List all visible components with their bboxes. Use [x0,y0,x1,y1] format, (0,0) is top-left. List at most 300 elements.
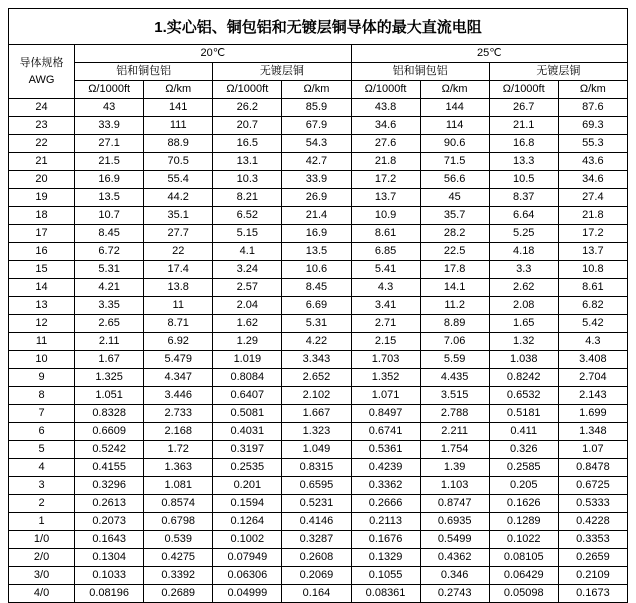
cell-resistance: 0.1304 [75,549,144,567]
cell-resistance: 0.2585 [489,459,558,477]
cell-resistance: 0.8574 [144,495,213,513]
cell-resistance: 6.72 [75,243,144,261]
cell-resistance: 0.8497 [351,405,420,423]
cell-resistance: 28.2 [420,225,489,243]
cell-resistance: 0.05098 [489,585,558,603]
cell-resistance: 8.61 [351,225,420,243]
cell-resistance: 0.1626 [489,495,558,513]
cell-resistance: 8.45 [282,279,351,297]
cell-resistance: 21.8 [351,153,420,171]
cell-awg-size: 20 [9,171,75,189]
table-row [9,441,628,459]
cell-resistance: 4.3 [351,279,420,297]
cell-resistance: 4.435 [420,369,489,387]
cell-resistance: 0.2113 [351,513,420,531]
cell-resistance: 0.5081 [213,405,282,423]
table-row [9,207,628,225]
page-title: 1.实心铝、铜包铝和无镀层铜导体的最大直流电阻 [154,19,482,36]
cell-resistance: 44.2 [144,189,213,207]
cell-resistance: 0.4146 [282,513,351,531]
cell-resistance: 3.24 [213,261,282,279]
cell-awg-size: 12 [9,315,75,333]
cell-resistance: 1.352 [351,369,420,387]
cell-resistance: 0.5242 [75,441,144,459]
cell-awg-size: 18 [9,207,75,225]
cell-resistance: 7.06 [420,333,489,351]
cell-resistance: 13.7 [351,189,420,207]
header-unit-8: Ω/km [558,81,627,99]
table-row [9,279,628,297]
cell-resistance: 35.1 [144,207,213,225]
cell-resistance: 6.52 [213,207,282,225]
table-row [9,153,628,171]
cell-resistance: 8.21 [213,189,282,207]
cell-resistance: 0.164 [282,585,351,603]
cell-resistance: 0.539 [144,531,213,549]
cell-resistance: 0.5361 [351,441,420,459]
cell-awg-size: 4 [9,459,75,477]
cell-awg-size: 10 [9,351,75,369]
table-row [9,261,628,279]
cell-resistance: 1.65 [489,315,558,333]
cell-resistance: 1.348 [558,423,627,441]
table-row [9,549,628,567]
cell-resistance: 4.3 [558,333,627,351]
table-row [9,423,628,441]
cell-resistance: 43.6 [558,153,627,171]
cell-resistance: 0.2608 [282,549,351,567]
cell-resistance: 0.06429 [489,567,558,585]
cell-resistance: 0.3296 [75,477,144,495]
table-row [9,171,628,189]
header-unit-4: Ω/km [282,81,351,99]
cell-resistance: 1.39 [420,459,489,477]
cell-resistance: 1.363 [144,459,213,477]
corner-header-line2: AWG [28,73,55,86]
cell-resistance: 6.64 [489,207,558,225]
cell-resistance: 87.6 [558,99,627,117]
cell-awg-size: 23 [9,117,75,135]
cell-resistance: 144 [420,99,489,117]
cell-resistance: 0.5231 [282,495,351,513]
cell-resistance: 0.6595 [282,477,351,495]
cell-resistance: 0.4362 [420,549,489,567]
table-row [9,387,628,405]
cell-resistance: 0.1022 [489,531,558,549]
cell-resistance: 0.1676 [351,531,420,549]
cell-resistance: 85.9 [282,99,351,117]
table-row [9,333,628,351]
table-row [9,99,628,117]
cell-awg-size: 15 [9,261,75,279]
cell-resistance: 43.8 [351,99,420,117]
table-row [9,495,628,513]
cell-resistance: 114 [420,117,489,135]
cell-resistance: 3.41 [351,297,420,315]
header-unit-6: Ω/km [420,81,489,99]
cell-resistance: 5.41 [351,261,420,279]
header-temp-25c: 25℃ [351,45,628,63]
cell-resistance: 10.7 [75,207,144,225]
cell-resistance: 54.3 [282,135,351,153]
cell-resistance: 0.6935 [420,513,489,531]
cell-resistance: 6.92 [144,333,213,351]
cell-resistance: 0.5181 [489,405,558,423]
table-body [9,99,628,603]
cell-awg-size: 24 [9,99,75,117]
cell-resistance: 43 [75,99,144,117]
table-row [9,315,628,333]
cell-resistance: 33.9 [282,171,351,189]
cell-resistance: 88.9 [144,135,213,153]
table-row [9,531,628,549]
cell-resistance: 0.4031 [213,423,282,441]
cell-resistance: 33.9 [75,117,144,135]
header-row-material [9,63,628,81]
cell-resistance: 3.343 [282,351,351,369]
cell-resistance: 1.703 [351,351,420,369]
cell-resistance: 2.652 [282,369,351,387]
cell-resistance: 0.1002 [213,531,282,549]
cell-resistance: 0.2689 [144,585,213,603]
cell-resistance: 2.71 [351,315,420,333]
cell-resistance: 0.3353 [558,531,627,549]
cell-resistance: 17.4 [144,261,213,279]
table-row [9,189,628,207]
cell-resistance: 42.7 [282,153,351,171]
cell-resistance: 2.704 [558,369,627,387]
cell-resistance: 21.1 [489,117,558,135]
cell-resistance: 0.2666 [351,495,420,513]
cell-awg-size: 13 [9,297,75,315]
cell-resistance: 2.211 [420,423,489,441]
cell-awg-size: 16 [9,243,75,261]
cell-resistance: 21.8 [558,207,627,225]
table-row [9,135,628,153]
cell-resistance: 0.8084 [213,369,282,387]
cell-resistance: 0.2073 [75,513,144,531]
cell-resistance: 0.6725 [558,477,627,495]
cell-resistance: 2.57 [213,279,282,297]
cell-resistance: 35.7 [420,207,489,225]
header-row-temperature [9,45,628,63]
cell-resistance: 0.2743 [420,585,489,603]
cell-resistance: 1.019 [213,351,282,369]
cell-resistance: 2.168 [144,423,213,441]
cell-awg-size: 11 [9,333,75,351]
cell-resistance: 3.35 [75,297,144,315]
cell-resistance: 17.8 [420,261,489,279]
cell-resistance: 0.2069 [282,567,351,585]
cell-resistance: 34.6 [558,171,627,189]
cell-resistance: 21.4 [282,207,351,225]
cell-resistance: 0.4228 [558,513,627,531]
document-page [0,8,636,601]
cell-resistance: 10.9 [351,207,420,225]
header-row-units [9,81,628,99]
cell-resistance: 55.3 [558,135,627,153]
cell-resistance: 17.2 [558,225,627,243]
cell-awg-size: 2 [9,495,75,513]
header-unit-1: Ω/1000ft [75,81,144,99]
cell-resistance: 141 [144,99,213,117]
cell-resistance: 5.479 [144,351,213,369]
cell-resistance: 90.6 [420,135,489,153]
cell-resistance: 0.4155 [75,459,144,477]
cell-resistance: 13.7 [558,243,627,261]
cell-resistance: 20.7 [213,117,282,135]
cell-resistance: 3.515 [420,387,489,405]
cell-awg-size: 14 [9,279,75,297]
cell-resistance: 27.7 [144,225,213,243]
cell-resistance: 13.5 [282,243,351,261]
table-row [9,243,628,261]
corner-header-line1: 导体规格 [19,56,64,69]
cell-resistance: 11.2 [420,297,489,315]
table-row [9,513,628,531]
cell-resistance: 5.59 [420,351,489,369]
cell-resistance: 0.06306 [213,567,282,585]
header-material-alu-cca-20c: 铝和铜包铝 [75,63,213,81]
cell-resistance: 0.8242 [489,369,558,387]
cell-resistance: 0.08361 [351,585,420,603]
cell-resistance: 0.1594 [213,495,282,513]
header-unit-3: Ω/1000ft [213,81,282,99]
cell-resistance: 4.22 [282,333,351,351]
cell-resistance: 0.3287 [282,531,351,549]
cell-resistance: 0.3197 [213,441,282,459]
table-head [9,45,628,99]
cell-awg-size: 17 [9,225,75,243]
cell-resistance: 0.1673 [558,585,627,603]
cell-resistance: 1.32 [489,333,558,351]
cell-resistance: 0.205 [489,477,558,495]
cell-resistance: 13.5 [75,189,144,207]
cell-resistance: 1.07 [558,441,627,459]
cell-resistance: 0.6609 [75,423,144,441]
cell-resistance: 0.2535 [213,459,282,477]
cell-resistance: 8.45 [75,225,144,243]
cell-resistance: 6.85 [351,243,420,261]
cell-resistance: 1.071 [351,387,420,405]
cell-resistance: 5.42 [558,315,627,333]
table-row [9,225,628,243]
cell-resistance: 34.6 [351,117,420,135]
cell-resistance: 0.4275 [144,549,213,567]
cell-resistance: 8.61 [558,279,627,297]
cell-resistance: 1.62 [213,315,282,333]
cell-resistance: 0.2613 [75,495,144,513]
cell-resistance: 0.1643 [75,531,144,549]
cell-resistance: 0.2659 [558,549,627,567]
cell-resistance: 6.69 [282,297,351,315]
cell-resistance: 26.2 [213,99,282,117]
cell-resistance: 1.72 [144,441,213,459]
cell-resistance: 10.3 [213,171,282,189]
cell-awg-size: 1/0 [9,531,75,549]
cell-resistance: 0.326 [489,441,558,459]
cell-resistance: 70.5 [144,153,213,171]
cell-resistance: 0.07949 [213,549,282,567]
cell-resistance: 4.347 [144,369,213,387]
cell-resistance: 0.6741 [351,423,420,441]
cell-resistance: 13.3 [489,153,558,171]
cell-resistance: 0.1289 [489,513,558,531]
cell-resistance: 0.1055 [351,567,420,585]
cell-resistance: 10.6 [282,261,351,279]
cell-awg-size: 7 [9,405,75,423]
cell-resistance: 0.1329 [351,549,420,567]
cell-resistance: 5.31 [282,315,351,333]
cell-resistance: 0.6407 [213,387,282,405]
cell-resistance: 4.18 [489,243,558,261]
cell-resistance: 4.21 [75,279,144,297]
cell-resistance: 2.15 [351,333,420,351]
table-row [9,117,628,135]
cell-awg-size: 4/0 [9,585,75,603]
cell-awg-size: 2/0 [9,549,75,567]
cell-resistance: 1.323 [282,423,351,441]
cell-resistance: 26.9 [282,189,351,207]
cell-resistance: 27.6 [351,135,420,153]
cell-resistance: 2.08 [489,297,558,315]
cell-resistance: 45 [420,189,489,207]
table-row [9,567,628,585]
cell-resistance: 111 [144,117,213,135]
cell-awg-size: 8 [9,387,75,405]
header-temp-20c: 20℃ [75,45,351,63]
cell-resistance: 2.788 [420,405,489,423]
cell-resistance: 1.325 [75,369,144,387]
cell-resistance: 22.5 [420,243,489,261]
cell-resistance: 0.201 [213,477,282,495]
cell-resistance: 0.6532 [489,387,558,405]
cell-resistance: 17.2 [351,171,420,189]
table-row [9,459,628,477]
cell-resistance: 1.103 [420,477,489,495]
cell-resistance: 69.3 [558,117,627,135]
table-row [9,369,628,387]
cell-resistance: 6.82 [558,297,627,315]
header-material-alu-cca-25c: 铝和铜包铝 [351,63,489,81]
cell-resistance: 1.038 [489,351,558,369]
cell-resistance: 8.71 [144,315,213,333]
cell-resistance: 10.8 [558,261,627,279]
cell-resistance: 2.65 [75,315,144,333]
cell-resistance: 2.102 [282,387,351,405]
table-row [9,297,628,315]
cell-resistance: 1.29 [213,333,282,351]
cell-resistance: 0.08196 [75,585,144,603]
cell-resistance: 21.5 [75,153,144,171]
cell-resistance: 0.5333 [558,495,627,513]
cell-resistance: 55.4 [144,171,213,189]
cell-resistance: 2.733 [144,405,213,423]
corner-header [9,45,75,99]
table-row [9,585,628,603]
cell-resistance: 16.8 [489,135,558,153]
cell-resistance: 0.8747 [420,495,489,513]
cell-awg-size: 19 [9,189,75,207]
cell-resistance: 1.667 [282,405,351,423]
cell-resistance: 0.346 [420,567,489,585]
cell-resistance: 0.411 [489,423,558,441]
header-material-bare-copper-20c: 无镀层铜 [213,63,351,81]
cell-resistance: 2.62 [489,279,558,297]
cell-resistance: 0.3362 [351,477,420,495]
cell-resistance: 14.1 [420,279,489,297]
cell-resistance: 8.37 [489,189,558,207]
cell-resistance: 27.4 [558,189,627,207]
cell-resistance: 0.04999 [213,585,282,603]
cell-awg-size: 9 [9,369,75,387]
table-row [9,351,628,369]
cell-resistance: 0.3392 [144,567,213,585]
cell-awg-size: 21 [9,153,75,171]
cell-resistance: 56.6 [420,171,489,189]
cell-awg-size: 22 [9,135,75,153]
cell-resistance: 3.408 [558,351,627,369]
cell-resistance: 13.1 [213,153,282,171]
cell-awg-size: 3 [9,477,75,495]
cell-resistance: 5.25 [489,225,558,243]
cell-resistance: 71.5 [420,153,489,171]
cell-resistance: 26.7 [489,99,558,117]
cell-resistance: 67.9 [282,117,351,135]
cell-resistance: 22 [144,243,213,261]
cell-resistance: 2.143 [558,387,627,405]
cell-awg-size: 5 [9,441,75,459]
cell-resistance: 0.8315 [282,459,351,477]
cell-resistance: 1.081 [144,477,213,495]
cell-resistance: 4.1 [213,243,282,261]
cell-resistance: 1.051 [75,387,144,405]
cell-resistance: 0.6798 [144,513,213,531]
cell-resistance: 10.5 [489,171,558,189]
cell-resistance: 16.9 [75,171,144,189]
cell-resistance: 27.1 [75,135,144,153]
cell-resistance: 16.5 [213,135,282,153]
cell-awg-size: 6 [9,423,75,441]
cell-resistance: 1.699 [558,405,627,423]
cell-resistance: 2.04 [213,297,282,315]
cell-awg-size: 1 [9,513,75,531]
table-row [9,477,628,495]
title-banner [8,8,628,44]
cell-resistance: 0.8328 [75,405,144,423]
cell-resistance: 1.049 [282,441,351,459]
table-row [9,405,628,423]
cell-resistance: 5.15 [213,225,282,243]
cell-resistance: 16.9 [282,225,351,243]
cell-awg-size: 3/0 [9,567,75,585]
header-material-bare-copper-25c: 无镀层铜 [489,63,627,81]
cell-resistance: 3.3 [489,261,558,279]
cell-resistance: 1.754 [420,441,489,459]
cell-resistance: 8.89 [420,315,489,333]
cell-resistance: 0.4239 [351,459,420,477]
header-unit-2: Ω/km [144,81,213,99]
cell-resistance: 0.1264 [213,513,282,531]
cell-resistance: 0.1033 [75,567,144,585]
cell-resistance: 13.8 [144,279,213,297]
header-unit-5: Ω/1000ft [351,81,420,99]
cell-resistance: 0.8478 [558,459,627,477]
cell-resistance: 11 [144,297,213,315]
cell-resistance: 5.31 [75,261,144,279]
header-unit-7: Ω/1000ft [489,81,558,99]
cell-resistance: 0.08105 [489,549,558,567]
